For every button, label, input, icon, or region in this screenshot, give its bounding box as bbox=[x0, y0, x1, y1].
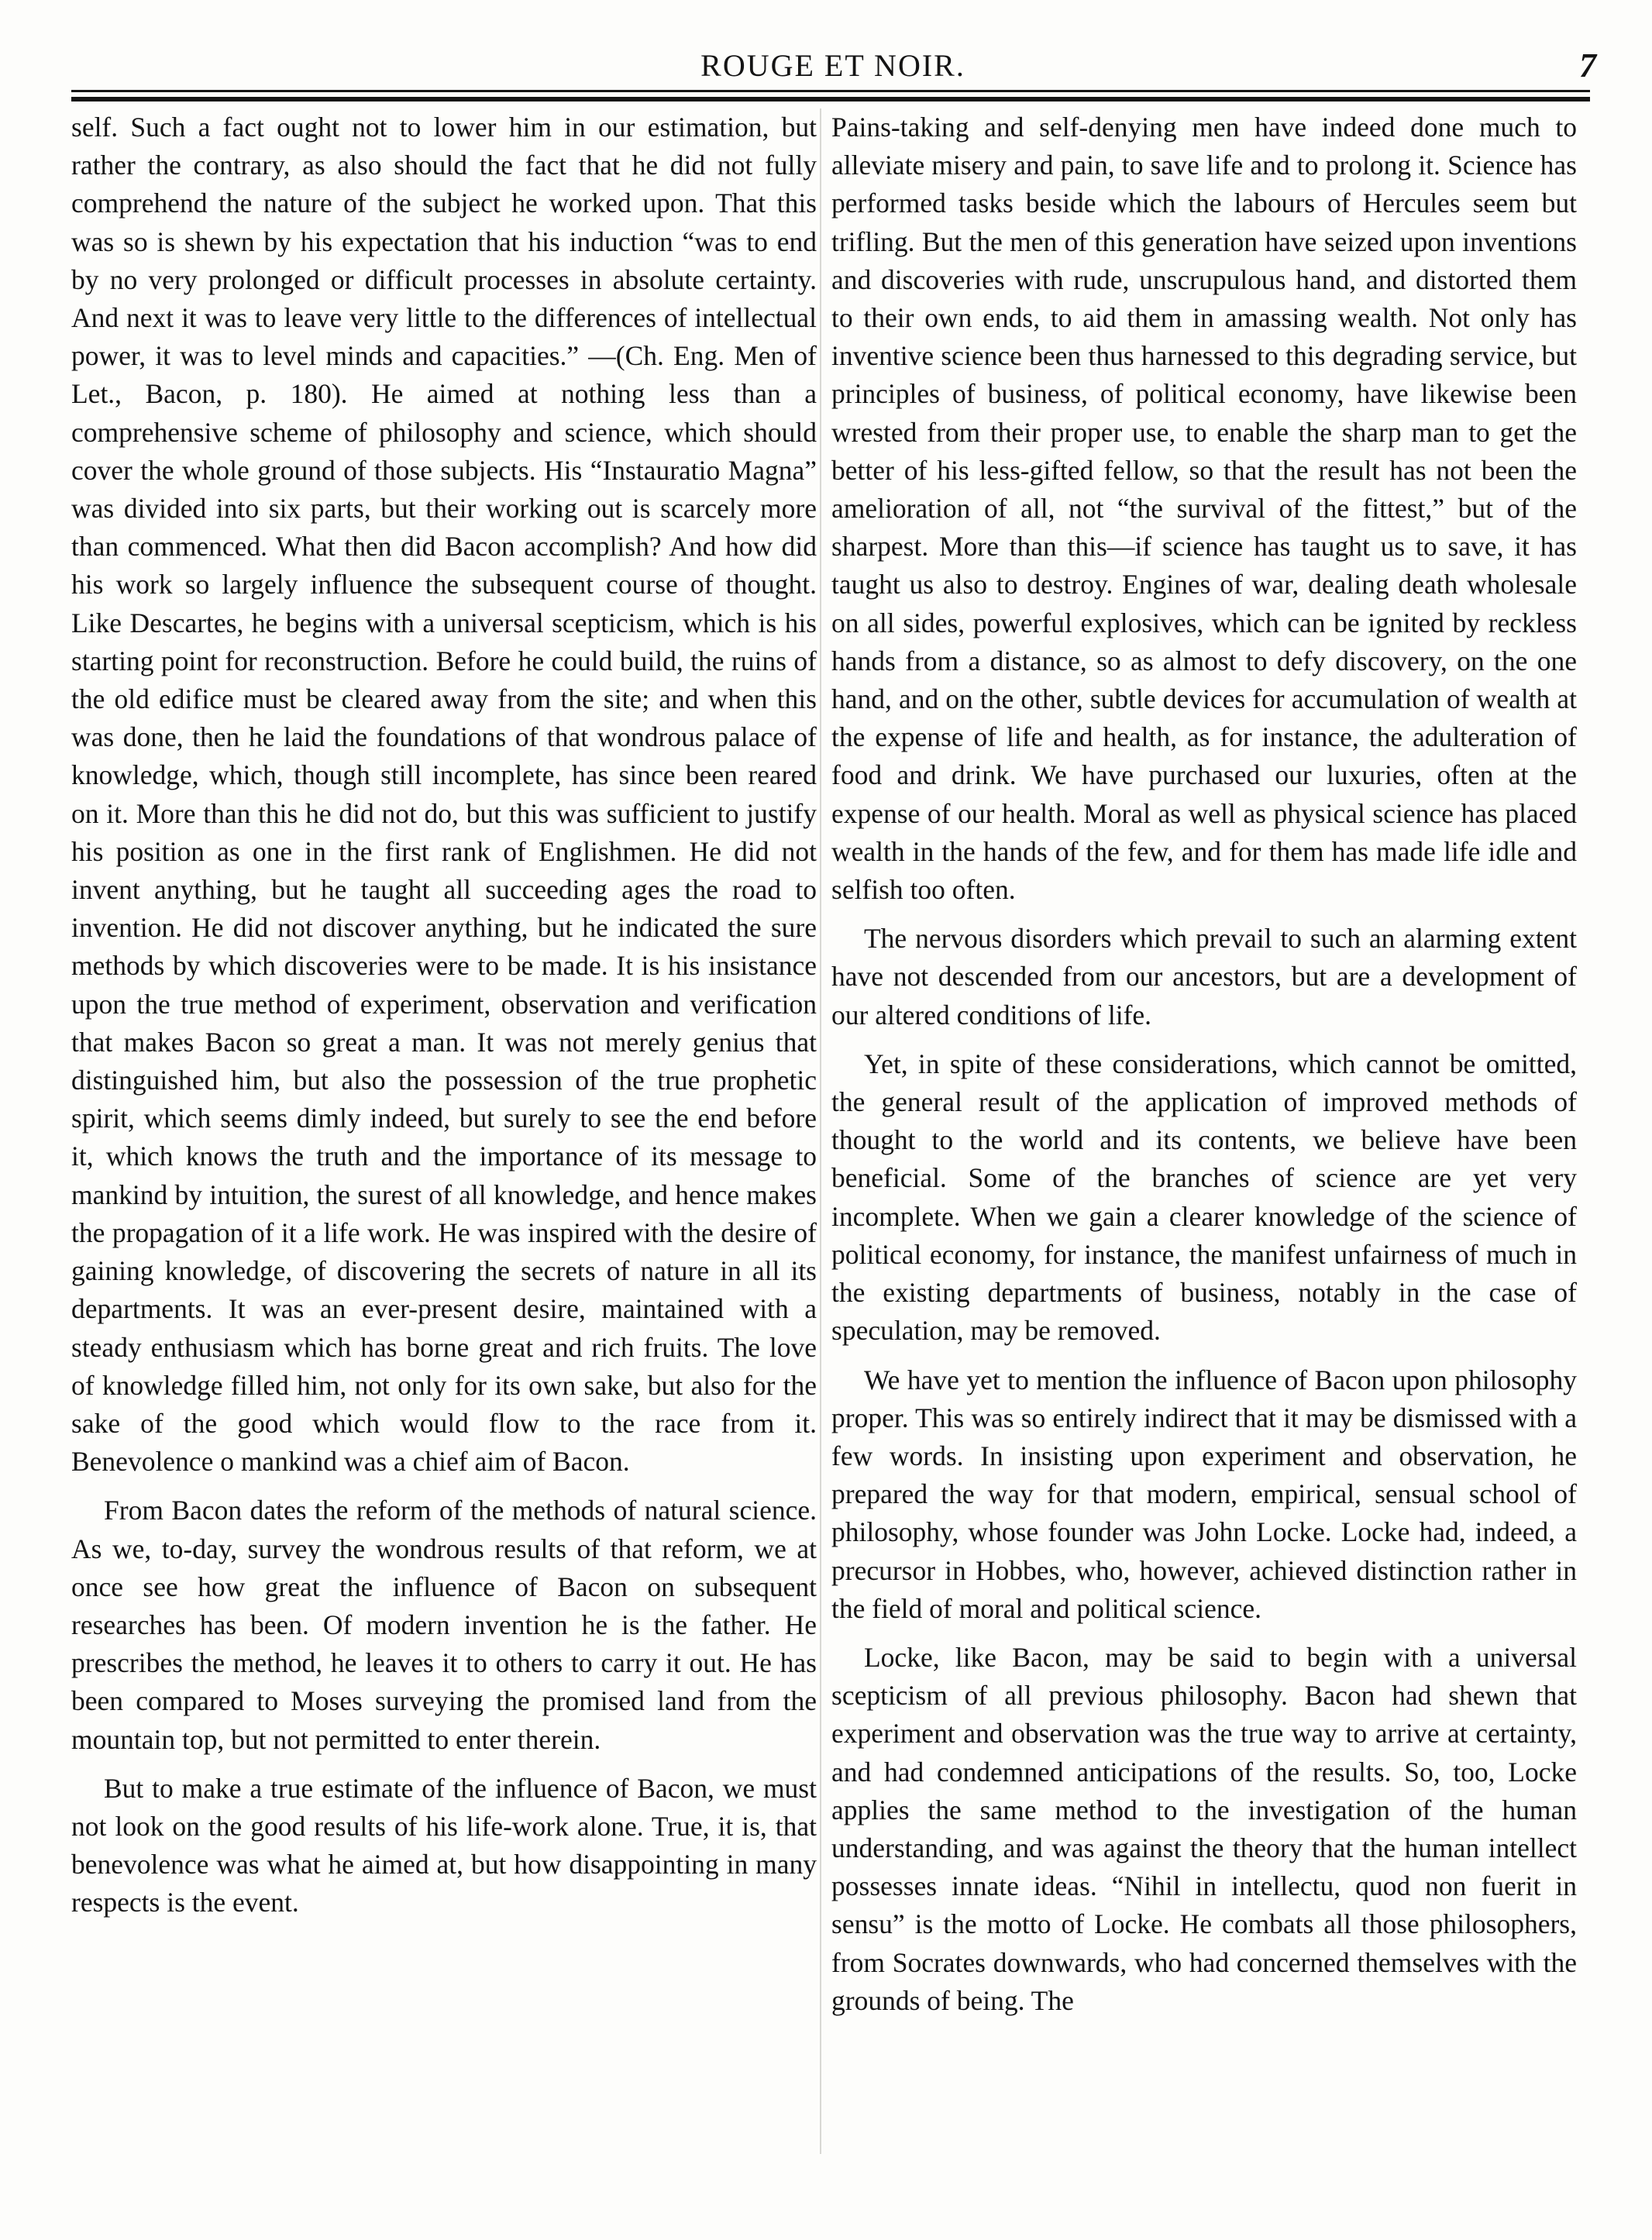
paragraph: The nervous disorders which prevail to such an alarming extent have not descended from our ancestors, but are a development of our altered conditions of life. bbox=[831, 923, 1577, 1031]
column-gutter bbox=[820, 108, 821, 2154]
paragraph: From Bacon dates the reform of the methods of natural science. As we, to-day, survey the wondrous results of that reform, we at once see how great the influence of Bacon on subsequent researches has been. Of modern invention he is the father. He prescribes the method, he leaves it to others to carry it out. He has been compared to Moses surveying the promised land from the mountain top, but not permitted to enter therein. bbox=[71, 1495, 817, 1755]
header-rule-thin bbox=[71, 90, 1590, 92]
paragraph: We have yet to mention the influence of Bacon upon philosophy proper. This was so entirely indirect that it may be dismissed with a few words. In insisting upon experiment and observation, he prepared the way for that modern, empirical, sensual school of philosophy, whose founder was John Locke. Locke had, indeed, a precursor in Hobbes, who, however, achieved distinction rather in the field of moral and political science. bbox=[831, 1364, 1577, 1624]
page-number: 7 bbox=[1579, 46, 1596, 84]
running-header bbox=[71, 43, 1652, 89]
paragraph: But to make a true estimate of the influence of Bacon, we must not look on the good results of his life-work alone. True, it is, that benevolence was what he aimed at, but how disappointing in many respects is the event. bbox=[71, 1772, 817, 1918]
running-title: ROUGE ET NOIR. bbox=[700, 48, 965, 83]
paragraph: Yet, in spite of these considerations, which cannot be omitted, the general result of the application of improved methods of thought to the world and its contents, we believe have been beneficial. Some of the branches of science are yet very incomplete. When we gain a clearer knowledge of the science of political economy, for instance, the manifest unfairness of much in the existing departments of business, notably in the case of speculation, may be removed. bbox=[831, 1048, 1577, 1347]
paragraph: Pains-taking and self-denying men have indeed done much to alleviate misery and pain, to save life and to prolong it. Science has performed tasks beside which the labours of Hercules seem but trifling. But the men of this generation have seized upon inventions and discoveries with rude, unscrupulous hand, and distorted them to their own ends, to aid them in amassing wealth. Not only has inventive science been thus harnessed to this degrading service, but principles of business, of political economy, have likewise been wrested from their proper use, to enable the sharp man to get the better of his less-gifted fellow, so that the result has not been the amelioration of all, not “the survival of the fittest,” but of the sharpest. More than this—if science has taught us to save, it has taught us also to destroy. Engines of war, dealing death wholesale on all sides, powerful explosives, which can be ignited by reckless hands from a distance, so as almost to defy discovery, on the one hand, and on the other, subtle devices for accumulation of wealth at the expense of life and health, as for instance, the adulteration of food and drink. We have purchased our luxuries, often at the expense of our health. Moral as well as physical science has placed wealth in the hands of the few, and for them has made life idle and selfish too often. bbox=[831, 112, 1577, 906]
paragraph: Locke, like Bacon, may be said to begin with a universal scepticism of all previous philosophy. Bacon had shewn that experiment and observation was the true way to arrive at certainty, and had condemned anticipations of the results. So, too, Locke applies the same method to the investigation of the human understanding, and was against the theory that the human intellect possesses innate ideas. “Nihil in intellectu, quod non fuerit in sensu” is the motto of Locke. He combats all those philosophers, from Socrates downwards, who had concerned themselves with the grounds of being. The bbox=[831, 1641, 1577, 2016]
left-column bbox=[71, 108, 817, 2162]
right-column bbox=[831, 108, 1577, 2162]
paragraph: self. Such a fact ought not to lower him in our estimation, but rather the contrary, as also should the fact that he did not fully comprehend the nature of the subject he worked upon. That this was so is shewn by his expectation that his induction “was to end by no very prolonged or difficult processes in absolute certainty. And next it was to leave very little to the differences of intellectual power, it was to level minds and capacities.” —(Ch. Eng. Men of Let., Bacon, p. 180). He aimed at nothing less than a comprehensive scheme of philosophy and science, which should cover the whole ground of those subjects. His “Instauratio Magna” was divided into six parts, but their working out is scarcely more than commenced. What then did Bacon accomplish? And how did his work so largely influence the subsequent course of thought. Like Descartes, he begins with a universal scepticism, which is his starting point for reconstruction. Before he could build, the ruins of the old edifice must be cleared away from the site; and when this was done, then he laid the foundations of that wondrous palace of knowledge, which, though still incomplete, has since been reared on it. More than this he did not do, but this was sufficient to justify his position as one in the first rank of Englishmen. He did not invent anything, but he taught all succeeding ages the road to invention. He did not discover anything, but he indicated the sure methods by which discoveries were to be made. It is his insistance upon the true method of experiment, observation and verification that makes Bacon so great a man. It was not merely genius that distinguished him, but also the possession of the true prophetic spirit, which seems dimly indeed, but surely to see the end before it, which knows the truth and the importance of its message to mankind by intuition, the surest of all knowledge, and hence makes the propagation of it a life work. He was inspired with the desire of gaining knowledge, of discovering the secrets of nature in all its departments. It was an ever-present desire, maintained with a steady enthusiasm which has borne great and rich fruits. The love of knowledge filled him, not only for its own sake, but also for the sake of the good which would flow to the race from it. Benevolence o mankind was a chief aim of Bacon. bbox=[71, 112, 817, 1478]
header-rule-thick bbox=[71, 97, 1590, 102]
